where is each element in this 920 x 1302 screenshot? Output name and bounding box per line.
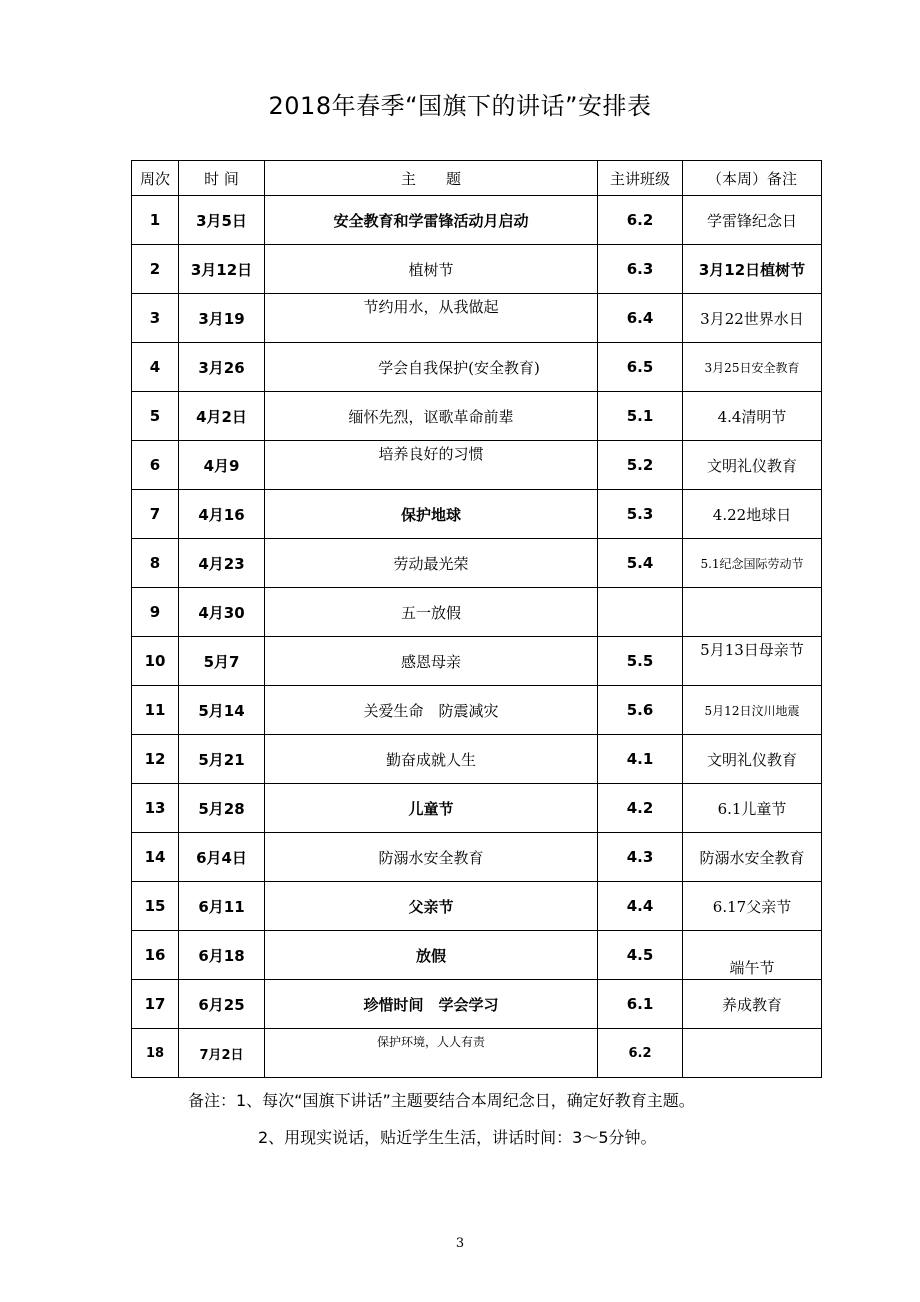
topic-cell: 劳动最光荣 <box>265 539 598 588</box>
week-cell: 4 <box>132 343 179 392</box>
class-cell <box>598 588 683 637</box>
topic-cell: 安全教育和学雷锋活动月启动 <box>265 196 598 245</box>
class-cell: 4.2 <box>598 784 683 833</box>
table-row <box>132 294 822 343</box>
note-cell <box>683 588 822 637</box>
date-cell: 3月5日 <box>179 196 265 245</box>
topic-cell: 父亲节 <box>265 882 598 931</box>
week-cell: 11 <box>132 686 179 735</box>
footnote-line-2: 2、用现实说话，贴近学生生活，讲话时间：3～5分钟。 <box>258 1128 657 1147</box>
week-cell: 3 <box>132 294 179 343</box>
topic-cell: 放假 <box>265 931 598 980</box>
week-cell: 5 <box>132 392 179 441</box>
date-cell: 4月23 <box>179 539 265 588</box>
note-cell: 3月25日安全教育 <box>683 343 822 392</box>
class-cell: 6.5 <box>598 343 683 392</box>
week-cell: 9 <box>132 588 179 637</box>
table-row <box>132 392 822 441</box>
date-cell: 4月2日 <box>179 392 265 441</box>
class-cell: 5.6 <box>598 686 683 735</box>
header-topic: 主 题 <box>265 161 598 196</box>
note-cell: 5.1纪念国际劳动节 <box>683 539 822 588</box>
table-row <box>132 196 822 245</box>
table-row <box>132 441 822 490</box>
week-cell: 7 <box>132 490 179 539</box>
note-cell: 4.22地球日 <box>683 490 822 539</box>
class-cell: 6.3 <box>598 245 683 294</box>
table-row <box>132 735 822 784</box>
class-cell: 6.1 <box>598 980 683 1029</box>
note-cell: 6.1儿童节 <box>683 784 822 833</box>
topic-cell: 节约用水，从我做起 <box>363 297 499 316</box>
class-cell: 6.2 <box>598 1029 683 1078</box>
schedule-table <box>131 160 822 1078</box>
table-row <box>132 980 822 1029</box>
note-cell: 养成教育 <box>683 980 822 1029</box>
date-cell: 4月9 <box>179 441 265 490</box>
page-number: 3 <box>455 1236 465 1251</box>
note-cell: 端午节 <box>729 958 775 977</box>
topic-cell: 勤奋成就人生 <box>265 735 598 784</box>
note-cell: 5月13日母亲节 <box>700 640 804 659</box>
date-cell: 5月7 <box>179 637 265 686</box>
class-cell: 4.5 <box>598 931 683 980</box>
date-cell: 3月26 <box>179 343 265 392</box>
date-cell: 6月4日 <box>179 833 265 882</box>
date-cell: 6月11 <box>179 882 265 931</box>
week-cell: 17 <box>132 980 179 1029</box>
class-cell: 5.3 <box>598 490 683 539</box>
table-row <box>132 686 822 735</box>
week-cell: 15 <box>132 882 179 931</box>
table-row <box>132 245 822 294</box>
note-cell: 3月22世界水日 <box>683 294 822 343</box>
class-cell: 4.3 <box>598 833 683 882</box>
week-cell: 18 <box>132 1029 179 1078</box>
topic-cell: 关爱生命 防震减灾 <box>265 686 598 735</box>
class-cell: 6.2 <box>598 196 683 245</box>
header-week: 周次 <box>132 161 179 196</box>
topic-cell: 防溺水安全教育 <box>265 833 598 882</box>
topic-cell: 珍惜时间 学会学习 <box>265 980 598 1029</box>
week-cell: 6 <box>132 441 179 490</box>
week-cell: 14 <box>132 833 179 882</box>
topic-cell: 学会自我保护(安全教育) <box>378 358 540 377</box>
note-cell <box>683 1029 822 1078</box>
table-row <box>132 490 822 539</box>
note-cell: 防溺水安全教育 <box>683 833 822 882</box>
date-cell: 4月30 <box>179 588 265 637</box>
week-cell: 12 <box>132 735 179 784</box>
class-cell: 6.4 <box>598 294 683 343</box>
footnote-line-1: 备注：1、每次“国旗下讲话”主题要结合本周纪念日，确定好教育主题。 <box>188 1091 695 1110</box>
table-row <box>132 343 822 392</box>
week-cell: 2 <box>132 245 179 294</box>
class-cell: 5.5 <box>598 637 683 686</box>
table-row <box>132 637 822 686</box>
note-cell: 学雷锋纪念日 <box>683 196 822 245</box>
table-row <box>132 882 822 931</box>
topic-cell: 缅怀先烈，讴歌革命前辈 <box>265 392 598 441</box>
topic-cell: 儿童节 <box>265 784 598 833</box>
class-cell: 5.1 <box>598 392 683 441</box>
week-cell: 1 <box>132 196 179 245</box>
table-row <box>132 833 822 882</box>
topic-cell: 五一放假 <box>265 588 598 637</box>
table-row <box>132 539 822 588</box>
class-cell: 5.2 <box>598 441 683 490</box>
date-cell: 5月28 <box>179 784 265 833</box>
note-cell: 4.4清明节 <box>683 392 822 441</box>
topic-cell: 保护地球 <box>265 490 598 539</box>
date-cell: 6月18 <box>179 931 265 980</box>
week-cell: 10 <box>132 637 179 686</box>
topic-cell: 植树节 <box>265 245 598 294</box>
class-cell: 4.1 <box>598 735 683 784</box>
class-cell: 5.4 <box>598 539 683 588</box>
header-class: 主讲班级 <box>598 161 683 196</box>
note-cell: 文明礼仪教育 <box>683 735 822 784</box>
date-cell: 4月16 <box>179 490 265 539</box>
note-cell: 文明礼仪教育 <box>683 441 822 490</box>
class-cell: 4.4 <box>598 882 683 931</box>
date-cell: 3月19 <box>179 294 265 343</box>
table-row <box>132 1029 822 1078</box>
date-cell: 6月25 <box>179 980 265 1029</box>
table-row <box>132 784 822 833</box>
note-cell: 6.17父亲节 <box>683 882 822 931</box>
note-cell: 3月12日植树节 <box>683 245 822 294</box>
week-cell: 13 <box>132 784 179 833</box>
week-cell: 16 <box>132 931 179 980</box>
date-cell: 3月12日 <box>179 245 265 294</box>
date-cell: 5月21 <box>179 735 265 784</box>
header-date: 时 间 <box>179 161 265 196</box>
topic-cell: 培养良好的习惯 <box>378 444 484 463</box>
note-cell: 5月12日汶川地震 <box>683 686 822 735</box>
topic-cell: 保护环境，人人有责 <box>376 1034 485 1049</box>
header-note: （本周）备注 <box>683 161 822 196</box>
date-cell: 7月2日 <box>179 1029 265 1078</box>
week-cell: 8 <box>132 539 179 588</box>
table-row <box>132 931 822 980</box>
date-cell: 5月14 <box>179 686 265 735</box>
table-row <box>132 588 822 637</box>
header-row <box>132 161 822 196</box>
page-title: 2018年春季“国旗下的讲话”安排表 <box>268 92 652 120</box>
topic-cell: 感恩母亲 <box>265 637 598 686</box>
